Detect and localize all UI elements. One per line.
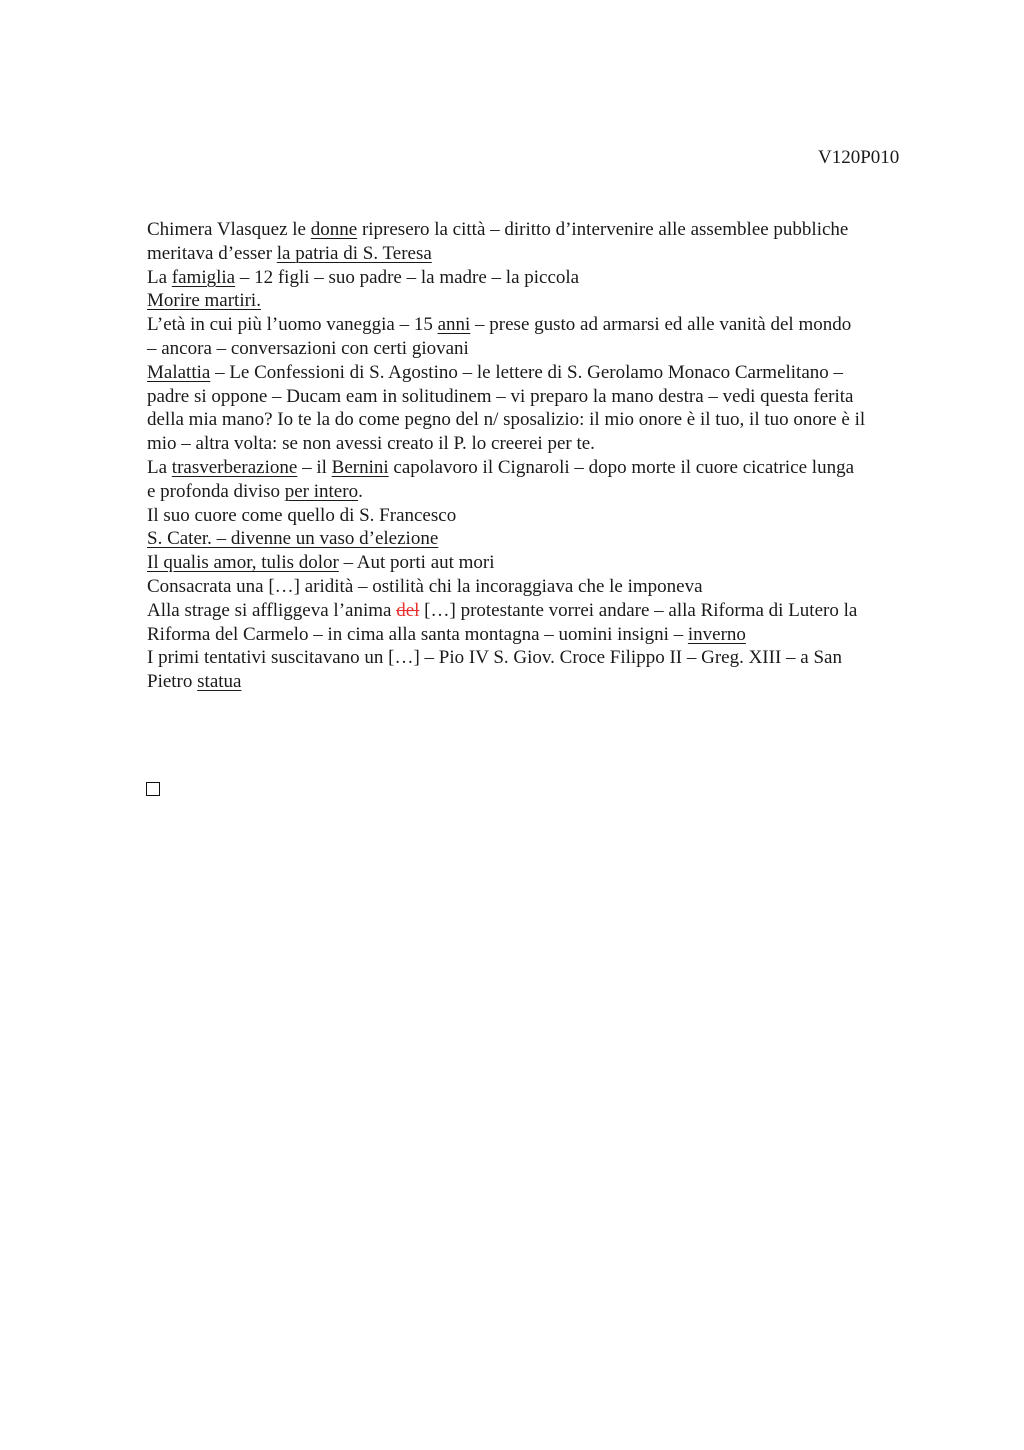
text-line bbox=[147, 670, 947, 694]
underlined-text: anni bbox=[437, 314, 471, 336]
line-text: Pietro bbox=[147, 671, 198, 693]
line-text: L’età in cui più l’uomo vaneggia – 15 bbox=[147, 314, 438, 336]
line-text: . bbox=[358, 480, 363, 502]
text-line bbox=[147, 432, 947, 456]
text-line bbox=[147, 480, 947, 504]
line-text: Chimera Vlasquez le bbox=[147, 219, 311, 240]
line-text: I primi tentativi suscitavano un […] – Pio IV S. Giov. Croce Filippo II – Greg. XIII – a San bbox=[147, 647, 842, 669]
line-text: – Aut porti aut mori bbox=[338, 552, 495, 574]
underlined-text: trasverberazione bbox=[171, 456, 298, 478]
line-text: e profonda diviso bbox=[147, 480, 285, 502]
text-line bbox=[147, 385, 947, 409]
page-id: V120P010 bbox=[818, 147, 900, 168]
underlined-text: per intero bbox=[284, 480, 359, 502]
line-text: Il suo cuore come quello di S. Francesco bbox=[147, 504, 457, 526]
text-line bbox=[147, 218, 947, 242]
text-line bbox=[147, 456, 947, 480]
line-text: Consacrata una […] aridità – ostilità chi la incoraggiava che le imponeva bbox=[147, 575, 703, 597]
underlined-text: la patria di S. Teresa bbox=[276, 242, 432, 264]
underlined-text: Il qualis amor, tulis dolor bbox=[147, 552, 339, 574]
underlined-text: Malattia bbox=[147, 361, 211, 383]
line-text: mio – altra volta: se non avessi creato il P. lo creerei per te. bbox=[147, 433, 595, 455]
underlined-text: Morire martiri. bbox=[147, 290, 261, 312]
text-line bbox=[147, 361, 947, 385]
line-text: padre si oppone – Ducam eam in solitudinem – vi preparo la mano destra – vedi questa ferita bbox=[147, 385, 854, 407]
struck-deletion: del bbox=[396, 599, 420, 621]
text-line bbox=[147, 504, 947, 528]
line-text: ripresero la città – diritto d’intervenire alle assemblee pubbliche bbox=[357, 219, 849, 240]
line-text: della mia mano? Io te la do come pegno del n/ sposalizio: il mio onore è il tuo, il tuo onore è il bbox=[147, 409, 866, 431]
underlined-text: inverno bbox=[687, 623, 746, 645]
text-line bbox=[147, 599, 947, 623]
manuscript-transcription bbox=[147, 218, 947, 694]
empty-checkbox[interactable] bbox=[146, 782, 160, 796]
text-line bbox=[147, 646, 947, 670]
line-text: Alla strage si affliggeva l’anima bbox=[147, 599, 397, 621]
underlined-text: Bernini bbox=[331, 456, 389, 478]
line-text: – Le Confessioni di S. Agostino – le lettere di S. Gerolamo Monaco Carmelitano – bbox=[210, 361, 844, 383]
line-text: Riforma del Carmelo – in cima alla santa montagna – uomini insigni – bbox=[147, 623, 688, 645]
line-text: – il bbox=[297, 456, 332, 478]
line-text: – 12 figli – suo padre – la madre – la piccola bbox=[235, 266, 580, 288]
line-text: capolavoro il Cignaroli – dopo morte il cuore cicatrice lunga bbox=[388, 456, 854, 478]
text-line bbox=[147, 242, 947, 266]
line-text: La bbox=[147, 266, 172, 288]
text-line bbox=[147, 623, 947, 647]
underlined-text: famiglia bbox=[171, 266, 236, 288]
line-text: […] protestante vorrei andare – alla Riforma di Lutero la bbox=[419, 599, 858, 621]
underlined-text: S. Cater. – divenne un vaso d’elezione bbox=[147, 528, 439, 550]
underlined-text: statua bbox=[197, 671, 242, 693]
text-line bbox=[147, 408, 947, 432]
underlined-text: donne bbox=[310, 219, 358, 240]
text-line bbox=[147, 527, 947, 551]
line-text: La bbox=[147, 456, 172, 478]
line-text: meritava d’esser bbox=[147, 242, 277, 264]
text-line bbox=[147, 289, 947, 313]
text-line bbox=[147, 313, 947, 337]
text-line bbox=[147, 266, 947, 290]
line-text: – prese gusto ad armarsi ed alle vanità del mondo bbox=[470, 314, 852, 336]
line-text: – ancora – conversazioni con certi giovani bbox=[147, 337, 469, 359]
text-line bbox=[147, 551, 947, 575]
text-line bbox=[147, 337, 947, 361]
text-line bbox=[147, 575, 947, 599]
